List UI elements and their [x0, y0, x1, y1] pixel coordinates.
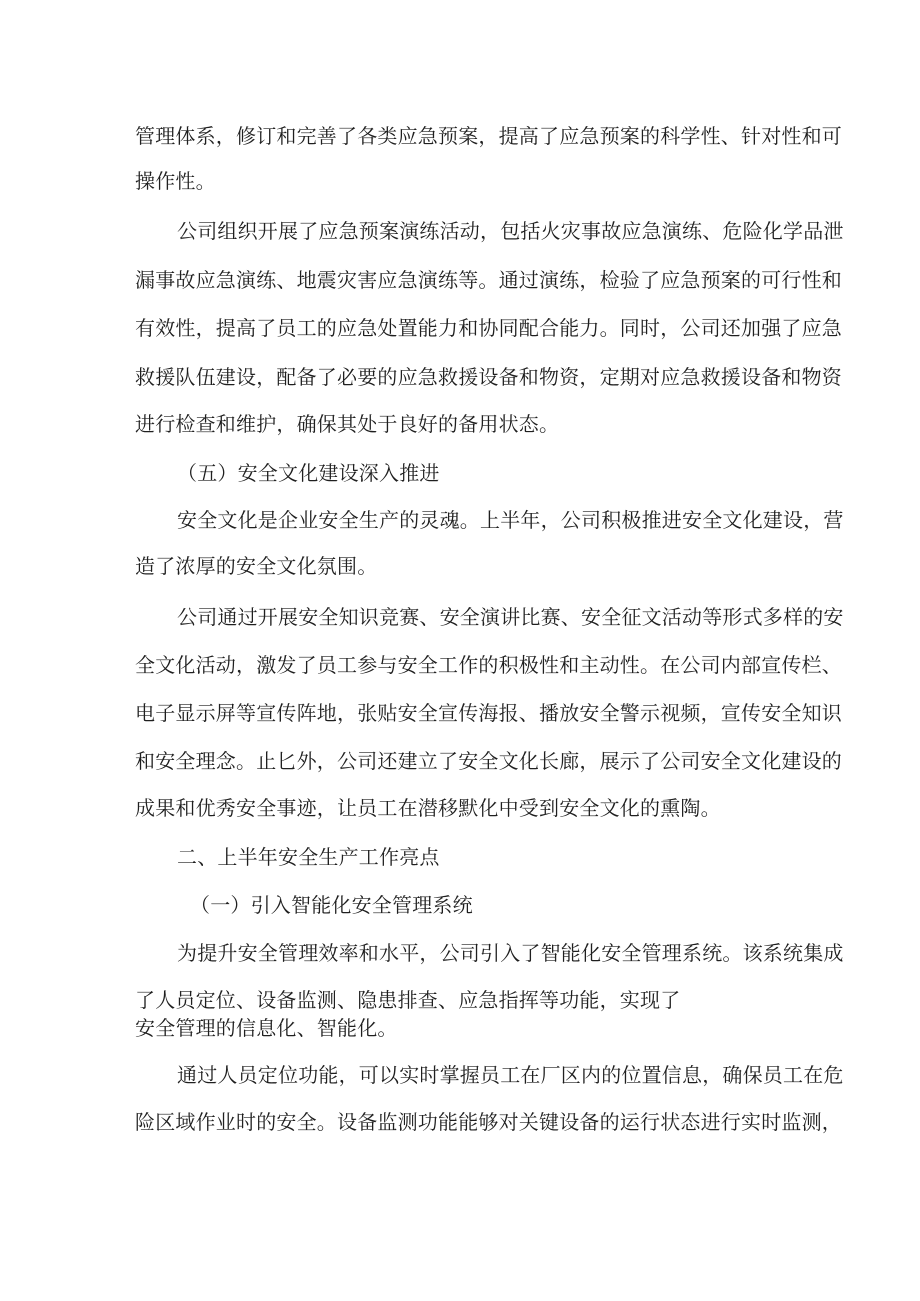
text-line: 安全文化是企业安全生产的灵魂。上半年，公司积极推进安全文化建设，营 [177, 508, 844, 532]
section-heading: （五）安全文化建设深入推进 [177, 461, 440, 485]
text-line: 造了浓厚的安全文化氛围。 [135, 554, 378, 578]
text-line: 安全管理的信息化、智能化。 [135, 1016, 398, 1040]
text-line: 救援队伍建设，配备了必要的应急救援设备和物资，定期对应急救援设备和物资 [135, 365, 842, 389]
text-line: 进行检查和维护，确保其处于良好的备用状态。 [135, 412, 560, 436]
text-line: 成果和优秀安全事迹，让员工在潜移默化中受到安全文化的熏陶。 [135, 796, 721, 820]
text-line: 公司组织开展了应急预案演练活动，包括火灾事故应急演练、危险化学品泄 [177, 219, 844, 243]
text-line: 通过人员定位功能，可以实时掌握员工在厂区内的位置信息，确保员工在危 [177, 1063, 844, 1087]
text-line: 和安全理念。止匕外，公司还建立了安全文化长廊，展示了公司安全文化建设的 [135, 749, 842, 773]
text-line: 漏事故应急演练、地震灾害应急演练等。通过演练，检验了应急预案的可行性和 [135, 268, 842, 292]
text-line: 电子显示屏等宣传阵地，张贴安全宣传海报、播放安全警示视频，宣传安全知识 [135, 701, 842, 725]
subsection-heading: （一）引入智能化安全管理系统 [190, 893, 473, 917]
text-line: 有效性，提高了员工的应急处置能力和协同配合能力。同时，公司还加强了应急 [135, 316, 842, 340]
text-line: 全文化活动，激发了员工参与安全工作的积极性和主动性。在公司内部宣传栏、 [135, 653, 842, 677]
text-line: 险区域作业时的安全。设备监测功能能够对关键设备的运行状态进行实时监测， [135, 1110, 842, 1134]
text-line: 了人员定位、设备监测、隐患排查、应急指挥等功能，实现了 [135, 988, 681, 1012]
section-heading: 二、上半年安全生产工作亮点 [177, 845, 440, 869]
text-line: 操作性。 [135, 169, 216, 193]
text-line: 管理体系，修订和完善了各类应急预案，提高了应急预案的科学性、针对性和可 [135, 124, 842, 148]
text-line: 为提升安全管理效率和水平，公司引入了智能化安全管理系统。该系统集成 [177, 941, 844, 965]
text-line: 公司通过开展安全知识竞赛、安全演讲比赛、安全征文活动等形式多样的安 [177, 605, 844, 629]
